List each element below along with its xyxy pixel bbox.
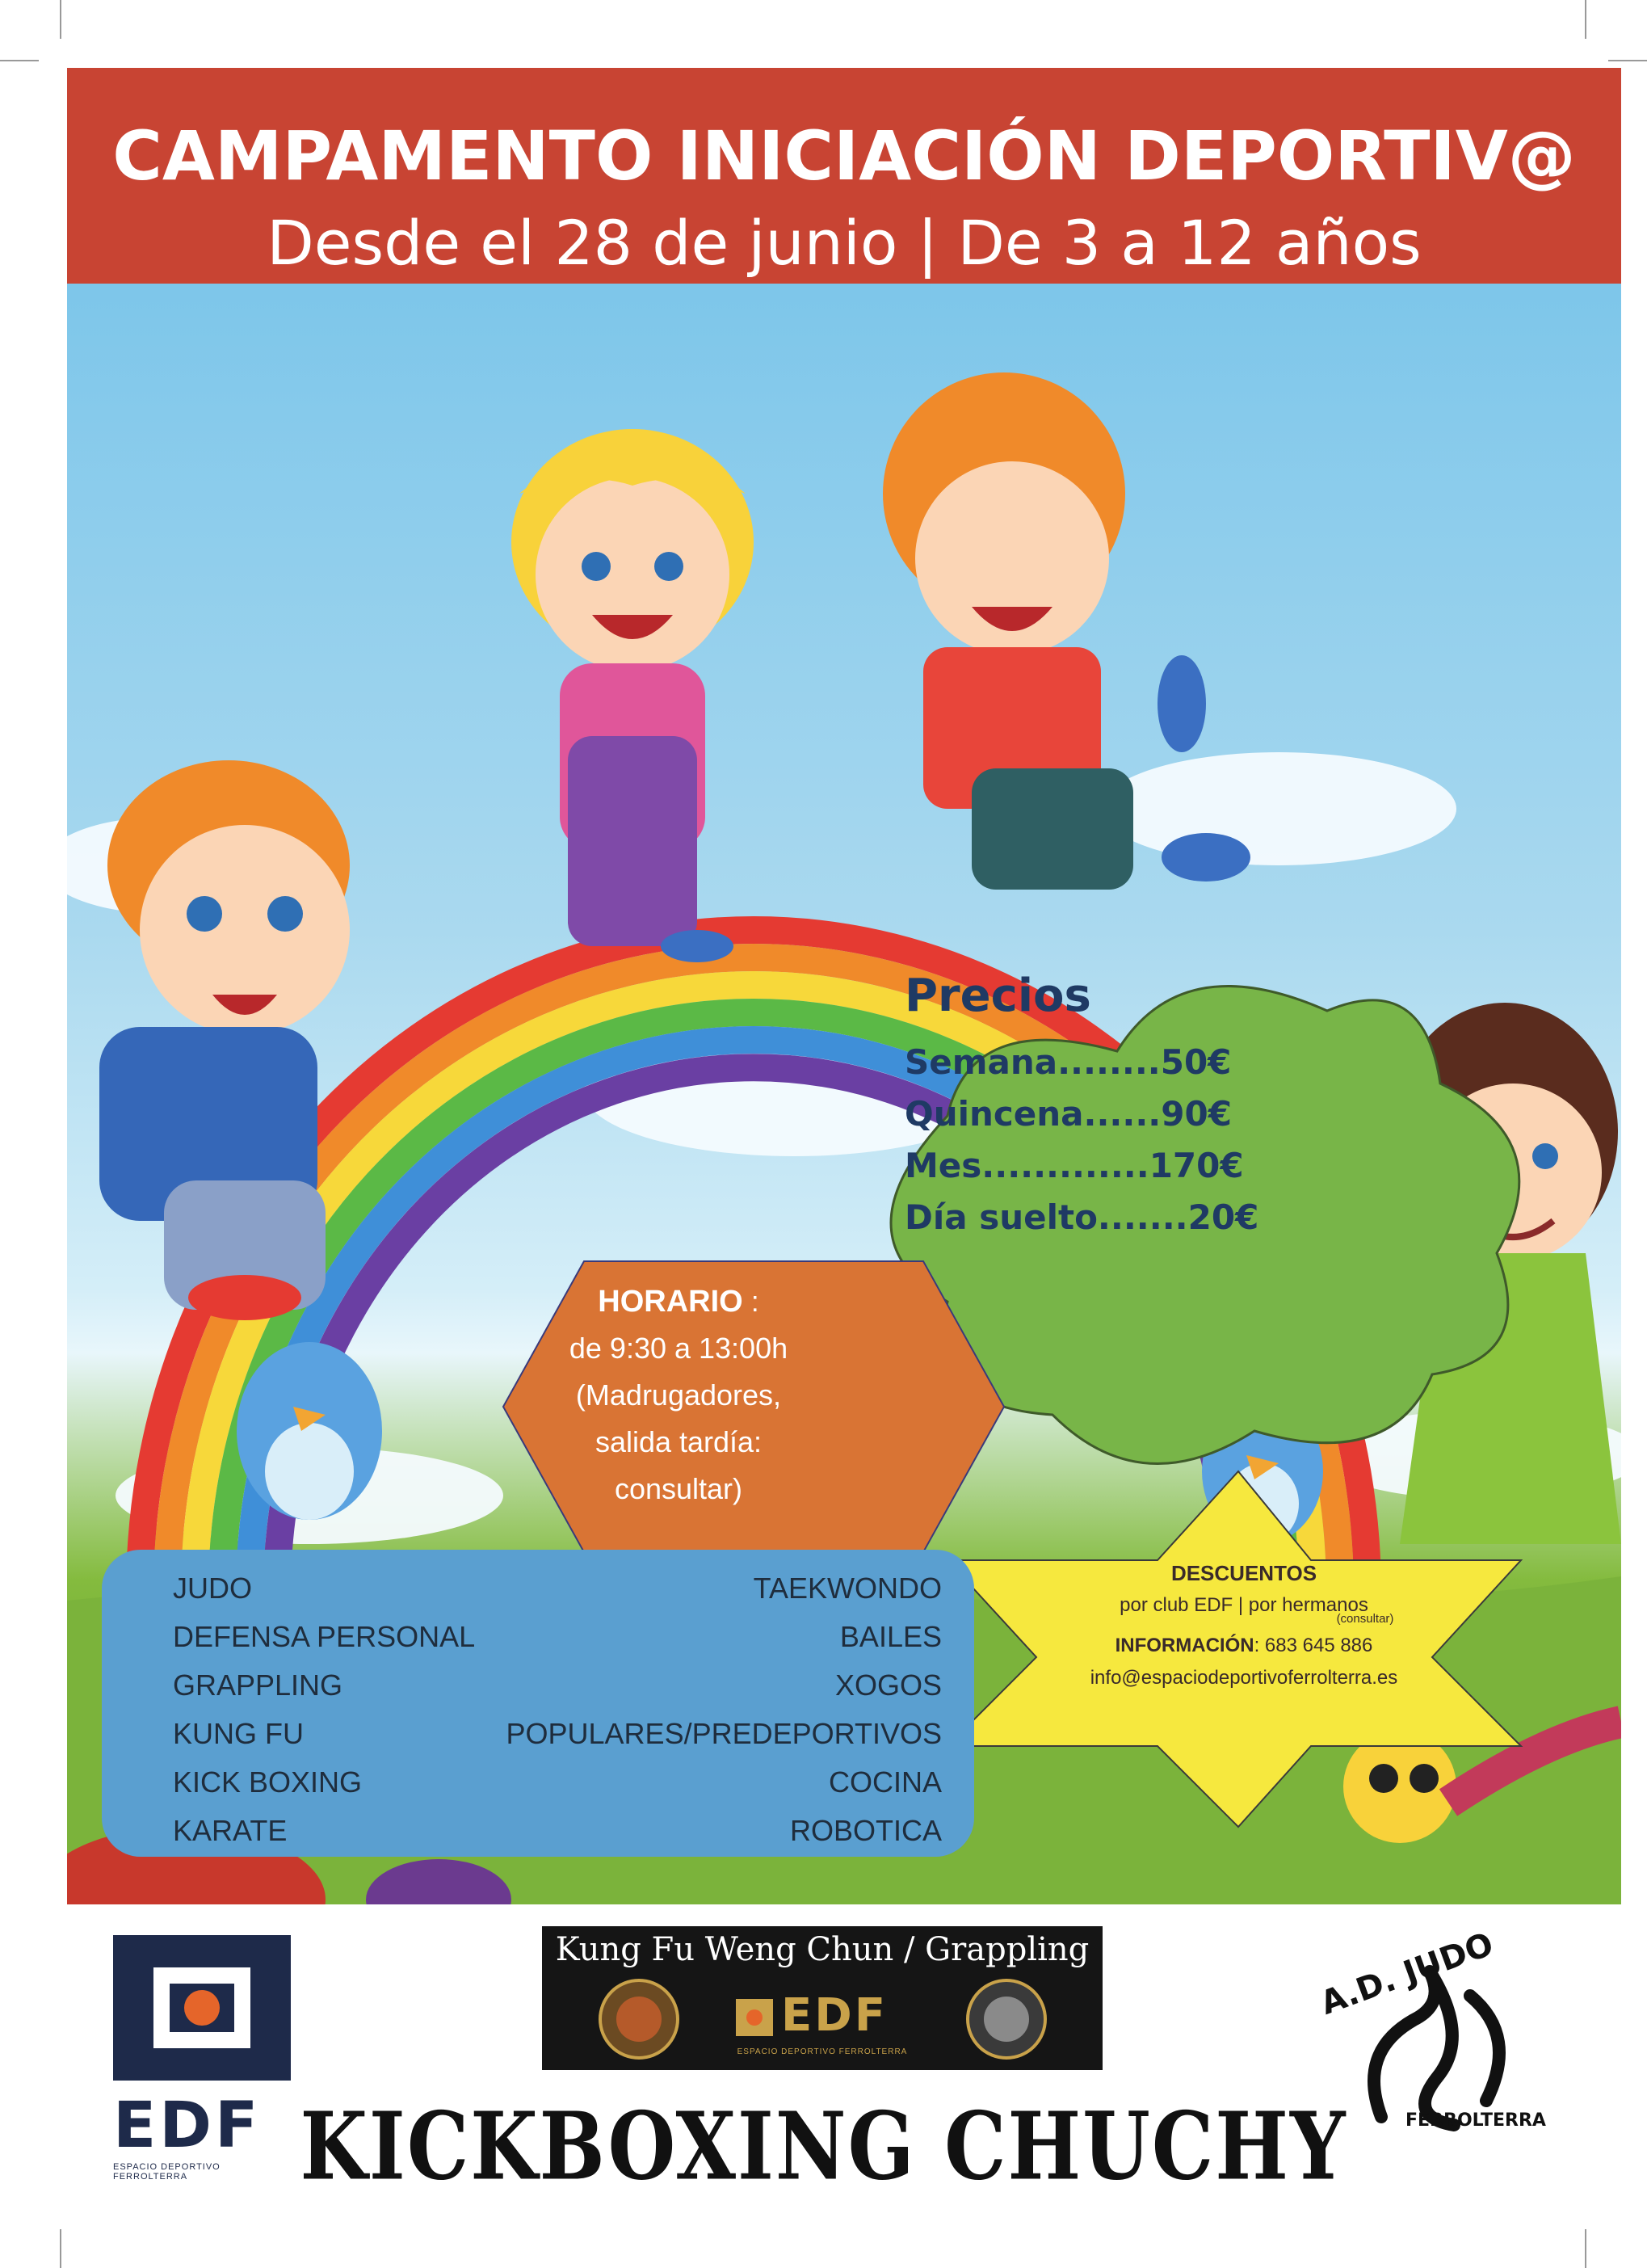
girl-character [511,429,754,962]
horario-line: de 9:30 a 13:00h [569,1332,788,1365]
info-phone: : 683 645 886 [1254,1635,1373,1656]
activity-item: GRAPPLING [173,1668,343,1702]
crop-mark [0,60,39,61]
ad-judo-title: A.D. JUDO [1315,1925,1498,2022]
activity-item: COCINA [828,1765,942,1799]
page-title: CAMPAMENTO INICIACIÓN DEPORTIV@ [112,116,1576,196]
bird-left [237,1342,382,1520]
descuentos-line: por club EDF | por hermanos [1120,1594,1368,1616]
crop-mark [1608,60,1647,61]
activity-item: XOGOS [834,1668,942,1702]
activities-right-column [506,1564,943,1855]
ad-judo-subtitle: FERROLTERRA [1405,2110,1546,2131]
horario-panel [485,1278,872,1513]
precio-quincena: Quincena......90€ [905,1094,1232,1134]
activities-left-column [173,1564,475,1855]
descuentos-title: DESCUENTOS [1170,1561,1317,1585]
info-label: INFORMACIÓN [1115,1635,1254,1656]
precio-mes: Mes.............170€ [905,1146,1244,1185]
horario-label: HORARIO [598,1285,743,1319]
activity-item: BAILES [839,1620,942,1653]
header-banner [67,68,1621,284]
kungfu-title: Kung Fu Weng Chun / Grappling [555,1931,1090,1968]
activity-item: TAEKWONDO [753,1572,942,1605]
crop-mark [60,0,61,39]
horario-line: consultar) [614,1472,743,1505]
info-email: info@espaciodeportivoferrolterra.es [1090,1667,1398,1689]
kungfu-sponsor-box [542,1926,1103,2070]
descuentos-note: (consultar) [1336,1612,1394,1626]
precio-dia-suelto: Día suelto.......20€ [905,1197,1259,1237]
horario-line: (Madrugadores, [575,1378,782,1412]
edf-logo-mark [113,1935,291,2081]
kungfu-edf-subtext: ESPACIO DEPORTIVO FERROLTERRA [737,2047,908,2056]
precio-semana: Semana........50€ [905,1042,1232,1082]
horario-line: salida tardía: [595,1425,763,1458]
activity-item: ROBOTICA [789,1814,942,1847]
horario-sep: : [742,1285,759,1318]
ad-judo-logo [1309,1925,1567,2141]
precios-title: Precios [905,970,1091,1022]
crop-mark [60,2229,61,2268]
activities-box [102,1550,974,1857]
crop-mark [1585,0,1586,39]
edf-logo-text: EDF [113,2089,262,2162]
crop-mark [1585,2229,1586,2268]
activity-item: KUNG FU [173,1717,304,1750]
page-subtitle: Desde el 28 de junio | De 3 a 12 años [267,207,1422,279]
precios-panel [905,970,1258,1243]
activity-item: KARATE [173,1814,288,1847]
activity-item: DEFENSA PERSONAL [173,1620,476,1653]
kickboxing-sponsor: KICKBOXING CHUCHY [300,2091,1347,2202]
activity-item: JUDO [173,1572,252,1605]
descuentos-panel [1018,1557,1470,1694]
activity-item: POPULARES/PREDEPORTIVOS [506,1717,942,1750]
edf-logo-subtext: ESPACIO DEPORTIVO FERROLTERRA [113,2162,221,2182]
left-boy-character [99,760,350,1320]
kungfu-edf-text: EDF [781,1989,888,2042]
activity-item: KICK BOXING [173,1765,363,1799]
